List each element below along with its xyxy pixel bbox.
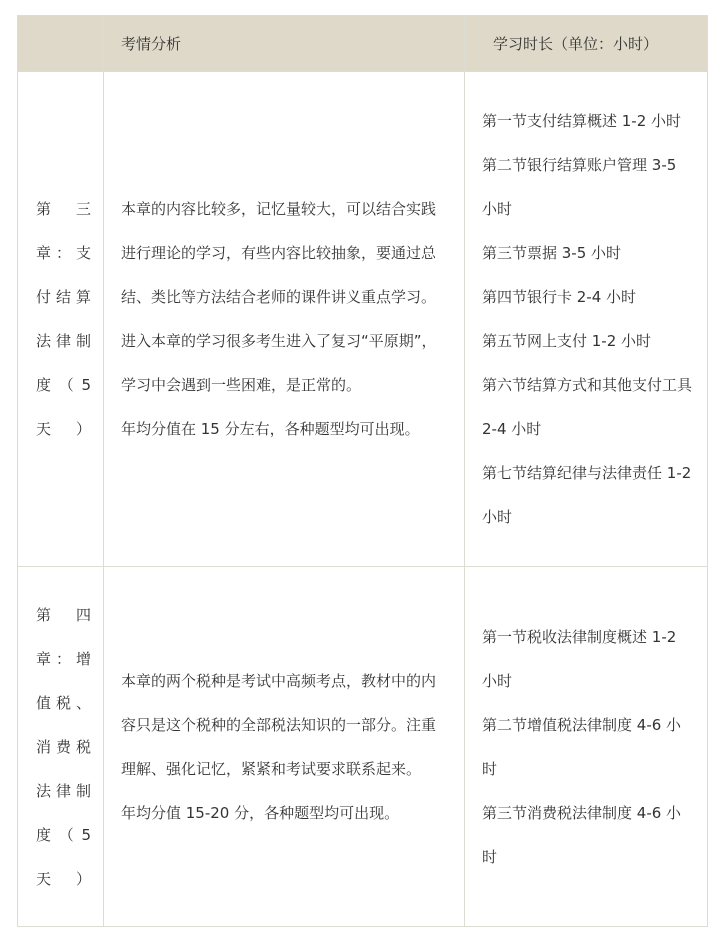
analysis-paragraph: 本章的两个税种是考试中高频考点，教材中的内容只是这个税种的全部税法知识的一部分。注重理解、强化记忆，紧紧和考试要求联系起来。 bbox=[121, 671, 437, 778]
chapter-cell: 第 四 章：增 值税、消 费 税 法 律 制 度（5 天） bbox=[18, 567, 104, 927]
hours-item: 第二节增值税法律制度 4-6 小时 bbox=[482, 715, 682, 778]
header-study-hours: 学习时长（单位：小时） bbox=[465, 16, 708, 72]
chapter-cell: 第 三 章：支 付 结 算 法 律 制 度（5 天） bbox=[18, 72, 104, 567]
analysis-paragraph: 本章的内容比较多，记忆量较大，可以结合实践进行理论的学习，有些内容比较抽象，要通过总结、类比等方法结合老师的课件讲义重点学习。进入本章的学习很多考生进入了复习“平原期”，学习中会遇到一些困难，是正常的。 bbox=[121, 200, 437, 394]
analysis-cell bbox=[104, 72, 465, 567]
hours-cell bbox=[465, 567, 708, 927]
analysis-paragraph: 年均分值 15-20 分，各种题型均可出现。 bbox=[121, 803, 400, 822]
header-chapter bbox=[18, 16, 104, 72]
hours-item: 第四节银行卡 2-4 小时 bbox=[482, 288, 637, 306]
study-plan-table bbox=[17, 15, 708, 927]
table-row bbox=[18, 72, 708, 567]
hours-item: 第七节结算纪律与法律责任 1-2 小时 bbox=[482, 464, 692, 526]
hours-item: 第三节消费税法律制度 4-6 小时 bbox=[482, 803, 682, 866]
hours-cell bbox=[465, 72, 708, 567]
header-analysis: 考情分析 bbox=[104, 16, 465, 72]
hours-item: 第三节票据 3-5 小时 bbox=[482, 244, 622, 262]
table-row bbox=[18, 567, 708, 927]
hours-item: 第六节结算方式和其他支付工具 2-4 小时 bbox=[482, 376, 693, 438]
table-header-row bbox=[18, 16, 708, 72]
hours-item: 第五节网上支付 1-2 小时 bbox=[482, 332, 652, 350]
hours-item: 第二节银行结算账户管理 3-5 小时 bbox=[482, 156, 677, 218]
hours-item: 第一节支付结算概述 1-2 小时 bbox=[482, 112, 682, 130]
analysis-paragraph: 年均分值在 15 分左右，各种题型均可出现。 bbox=[121, 420, 420, 438]
analysis-cell bbox=[104, 567, 465, 927]
hours-item: 第一节税收法律制度概述 1-2 小时 bbox=[482, 627, 677, 690]
